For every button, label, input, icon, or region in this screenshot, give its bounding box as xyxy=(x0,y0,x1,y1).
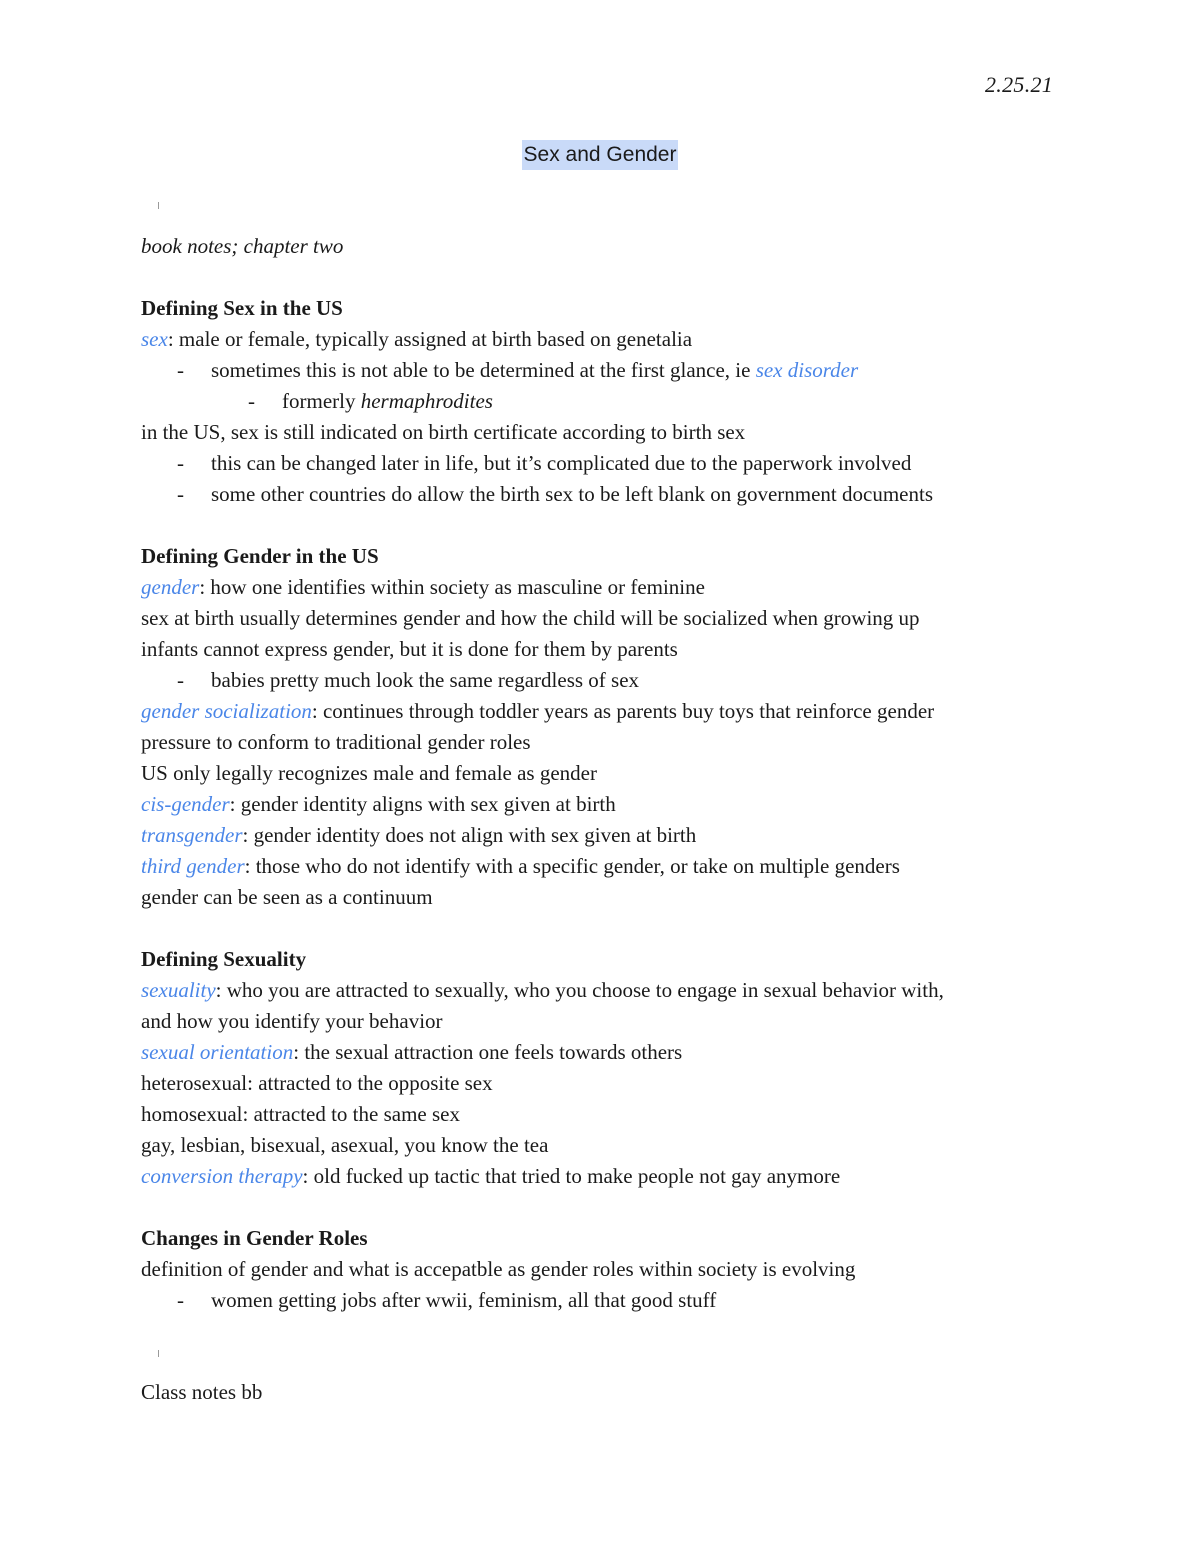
term-sex: sex xyxy=(141,327,168,351)
italic-hermaphrodites: hermaphrodites xyxy=(360,389,493,413)
definition-sexuality xyxy=(141,975,1101,1006)
bullet-text: this can be changed later in life, but it’s complicated due to the paperwork involved xyxy=(211,451,912,475)
term-sex-disorder: sex disorder xyxy=(755,358,859,382)
footer-note: Class notes bb xyxy=(141,1380,263,1404)
definition-text: : gender identity does not align with sex given at birth xyxy=(242,823,697,847)
term-transgender: transgender xyxy=(141,823,243,847)
definition-text: : how one identifies within society as masculine or feminine xyxy=(199,575,705,599)
definition-gender xyxy=(141,572,1101,603)
body-line: heterosexual: attracted to the opposite sex xyxy=(141,1071,493,1095)
definition-text: : who you are attracted to sexually, who you choose to engage in sexual behavior with, xyxy=(215,978,944,1002)
bullet-item xyxy=(141,665,1101,696)
term-third-gender: third gender xyxy=(141,854,245,878)
definition-text: : those who do not identify with a specific gender, or take on multiple genders xyxy=(244,854,900,878)
bullet-text: babies pretty much look the same regardless of sex xyxy=(211,668,640,692)
definition-sexual-orientation xyxy=(141,1037,1101,1068)
bullet-dash: - xyxy=(177,668,184,692)
section-heading-sex: Defining Sex in the US xyxy=(141,296,343,320)
definition-transgender xyxy=(141,820,1101,851)
bullet-text: sometimes this is not able to be determined at the first glance, ie xyxy=(211,358,756,382)
bullet-item xyxy=(141,448,1101,479)
definition-cis-gender xyxy=(141,789,1101,820)
body-line: pressure to conform to traditional gender roles xyxy=(141,730,531,754)
title-container xyxy=(0,140,1200,170)
body-line: US only legally recognizes male and female as gender xyxy=(141,761,597,785)
definition-conversion-therapy xyxy=(141,1161,1101,1192)
term-sexuality: sexuality xyxy=(141,978,216,1002)
definition-text: : the sexual attraction one feels towards others xyxy=(293,1040,683,1064)
definition-third-gender xyxy=(141,851,1101,882)
bullet-dash: - xyxy=(248,389,255,413)
document-body xyxy=(141,231,1101,1316)
section-heading-roles: Changes in Gender Roles xyxy=(141,1226,368,1250)
cursor-marker xyxy=(158,1350,159,1357)
document-date: 2.25.21 xyxy=(985,72,1054,97)
body-line: gay, lesbian, bisexual, asexual, you know the tea xyxy=(141,1133,549,1157)
section-heading-sexuality: Defining Sexuality xyxy=(141,947,307,971)
term-conversion-therapy: conversion therapy xyxy=(141,1164,303,1188)
definition-text: : male or female, typically assigned at birth based on genetalia xyxy=(167,327,693,351)
bullet-dash: - xyxy=(177,482,184,506)
spacer xyxy=(141,510,1101,541)
definition-sex xyxy=(141,324,1101,355)
bullet-dash: - xyxy=(177,451,184,475)
bullet-dash: - xyxy=(177,1288,184,1312)
definition-gender-socialization xyxy=(141,696,1101,727)
cursor-marker xyxy=(158,202,159,209)
spacer xyxy=(141,1192,1101,1223)
body-line: definition of gender and what is accepatble as gender roles within society is evolving xyxy=(141,1257,856,1281)
term-gender: gender xyxy=(141,575,200,599)
bullet-item xyxy=(141,1285,1101,1316)
body-line: and how you identify your behavior xyxy=(141,1009,443,1033)
bullet-text: formerly xyxy=(282,389,361,413)
body-line: infants cannot express gender, but it is done for them by parents xyxy=(141,637,678,661)
document-title[interactable]: Sex and Gender xyxy=(522,140,679,170)
sub-bullet-item xyxy=(141,386,1101,417)
definition-text: : gender identity aligns with sex given at birth xyxy=(229,792,616,816)
definition-text: : continues through toddler years as parents buy toys that reinforce gender xyxy=(311,699,935,723)
body-line: homosexual: attracted to the same sex xyxy=(141,1102,460,1126)
intro-line: book notes; chapter two xyxy=(141,234,344,258)
body-line: gender can be seen as a continuum xyxy=(141,885,433,909)
spacer xyxy=(141,262,1101,293)
bullet-item xyxy=(141,355,1101,386)
body-line: in the US, sex is still indicated on birth certificate according to birth sex xyxy=(141,420,746,444)
bullet-text: some other countries do allow the birth sex to be left blank on government documents xyxy=(211,482,933,506)
bullet-text: women getting jobs after wwii, feminism, all that good stuff xyxy=(211,1288,717,1312)
term-gender-socialization: gender socialization xyxy=(141,699,312,723)
bullet-item xyxy=(141,479,1101,510)
body-line: sex at birth usually determines gender and how the child will be socialized when growing up xyxy=(141,606,920,630)
spacer xyxy=(141,913,1101,944)
term-cis-gender: cis-gender xyxy=(141,792,230,816)
definition-text: : old fucked up tactic that tried to make people not gay anymore xyxy=(302,1164,841,1188)
bullet-dash: - xyxy=(177,358,184,382)
term-sexual-orientation: sexual orientation xyxy=(141,1040,294,1064)
section-heading-gender: Defining Gender in the US xyxy=(141,544,379,568)
